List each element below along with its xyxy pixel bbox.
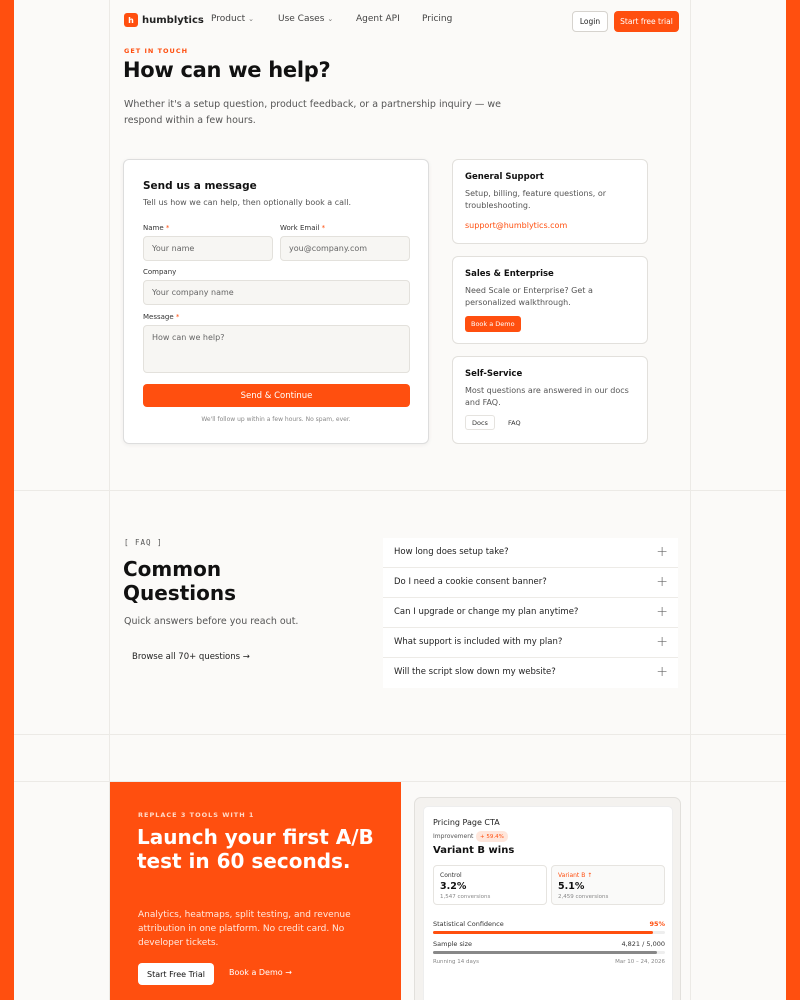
nav-item-product[interactable] [211, 14, 254, 24]
self-service-card [452, 356, 648, 444]
card-title: General Support [465, 172, 544, 182]
plus-icon: + [656, 574, 668, 590]
book-demo-link[interactable]: Book a Demo → [229, 968, 292, 977]
card-text: Setup, billing, feature questions, or troubleshooting. [465, 189, 606, 210]
sales-enterprise-card [452, 256, 648, 344]
variant-stat [551, 865, 665, 905]
chevron-down-icon: ⌄ [248, 15, 255, 23]
company-field[interactable]: Your company name [143, 280, 410, 305]
docs-link[interactable]: Docs [465, 415, 495, 430]
confidence-bar-fill [433, 931, 653, 934]
faq-question: Do I need a cookie consent banner? [394, 577, 547, 587]
nav-item-label: Use Cases [278, 14, 325, 24]
chevron-down-icon: ⌄ [327, 15, 334, 23]
faq-question: Can I upgrade or change my plan anytime? [394, 607, 579, 617]
cta-title: Launch your first A/B test in 60 seconds. [137, 825, 374, 873]
experiment-preview [414, 797, 681, 1000]
confidence-row [433, 920, 665, 928]
logo-icon: h [124, 13, 138, 27]
name-label: Name * [143, 224, 170, 232]
faq-list [383, 538, 678, 688]
login-button[interactable]: Login [572, 11, 608, 32]
cta-eyebrow: REPLACE 3 TOOLS WITH 1 [138, 811, 255, 819]
nav-item-use-cases[interactable] [278, 14, 333, 24]
faq-item[interactable] [383, 628, 678, 658]
logo[interactable] [124, 13, 204, 27]
nav-item-pricing[interactable] [422, 14, 452, 24]
variant-value: 5.1% [558, 881, 585, 892]
faq-link[interactable]: FAQ [501, 415, 528, 430]
date-range: Mar 10 – 24, 2026 [615, 959, 665, 965]
form-note: We'll follow up within a few hours. No spam, ever. [201, 416, 351, 423]
nav-item-label: Agent API [356, 14, 400, 24]
general-support-card [452, 159, 648, 244]
message-label: Message * [143, 313, 180, 321]
hero-eyebrow: GET IN TOUCH [124, 47, 189, 55]
plus-icon: + [656, 634, 668, 650]
card-title: Sales & Enterprise [465, 269, 554, 279]
improvement-label: Improvement [433, 833, 474, 840]
sample-row [433, 940, 665, 948]
faq-question: Will the script slow down my website? [394, 667, 556, 677]
sample-bar [433, 951, 665, 954]
company-label: Company [143, 268, 177, 276]
faq-item[interactable] [383, 538, 678, 568]
page-title: How can we help? [123, 58, 331, 82]
card-title: Self-Service [465, 369, 523, 379]
section-divider [14, 490, 786, 491]
faq-question: How long does setup take? [394, 547, 509, 557]
page [14, 0, 786, 1000]
faq-question: What support is included with my plan? [394, 637, 563, 647]
start-trial-button[interactable]: Start free trial [614, 11, 679, 32]
cta-text: Analytics, heatmaps, split testing, and revenue attribution in one platform. No credit card. No developer tickets. [138, 910, 351, 948]
confidence-label: Statistical Confidence [433, 920, 504, 928]
running-label: Running 14 days [433, 959, 480, 965]
hero-lead: Whether it's a setup question, product feedback, or a partnership inquiry — we respond within a few hours. [124, 99, 501, 126]
faq-item[interactable] [383, 598, 678, 628]
start-free-trial-button[interactable]: Start Free Trial [138, 963, 214, 985]
nav-item-label: Pricing [422, 14, 453, 24]
faq-title: Common Questions [123, 557, 237, 605]
nav-item-label: Product [211, 14, 246, 24]
faq-item[interactable] [383, 568, 678, 598]
sample-label: Sample size [433, 940, 473, 948]
control-stat [433, 865, 547, 905]
form-title: Send us a message [143, 180, 257, 192]
variant-label: Variant B ↑ [558, 872, 593, 879]
control-value: 3.2% [440, 881, 467, 892]
faq-item[interactable] [383, 658, 678, 688]
control-conversions: 1,547 conversions [440, 894, 491, 900]
browse-faq-link[interactable]: Browse all 70+ questions → [132, 652, 250, 662]
content-column [109, 0, 691, 1000]
email-label: Work Email * [280, 224, 326, 232]
sample-value: 4,821 / 5,000 [621, 940, 665, 948]
cta-panel [110, 782, 401, 1000]
section-divider [14, 734, 786, 735]
form-subtitle: Tell us how we can help, then optionally book a call. [143, 198, 352, 207]
send-continue-button[interactable]: Send & Continue [143, 384, 410, 407]
plus-icon: + [656, 604, 668, 620]
email-field[interactable]: you@company.com [280, 236, 410, 261]
confidence-value: 95% [649, 920, 665, 928]
card-text: Need Scale or Enterprise? Get a personalized walkthrough. [465, 286, 593, 307]
variant-conversions: 2,459 conversions [558, 894, 609, 900]
card-text: Most questions are answered in our docs and FAQ. [465, 386, 629, 407]
message-textarea[interactable]: How can we help? [143, 325, 410, 373]
experiment-footer [433, 959, 665, 965]
confidence-bar [433, 931, 665, 934]
control-label: Control [440, 872, 462, 879]
nav-item-agent-api[interactable] [356, 14, 400, 24]
experiment-headline: Variant B wins [433, 845, 515, 856]
faq-tag: [ FAQ ] [124, 538, 163, 547]
experiment-name: Pricing Page CTA [433, 818, 500, 827]
sample-bar-fill [433, 951, 657, 954]
faq-subtitle: Quick answers before you reach out. [124, 616, 299, 627]
plus-icon: + [656, 664, 668, 680]
top-nav [110, 0, 690, 42]
plus-icon: + [656, 544, 668, 560]
contact-form-card [123, 159, 429, 444]
logo-text: humblytics [142, 14, 204, 26]
improvement-badge: + 59.4% [476, 831, 508, 842]
book-demo-button[interactable]: Book a Demo [465, 316, 521, 332]
support-email-link[interactable]: support@humblytics.com [465, 221, 568, 230]
name-field[interactable]: Your name [143, 236, 273, 261]
experiment-card [423, 806, 673, 1000]
